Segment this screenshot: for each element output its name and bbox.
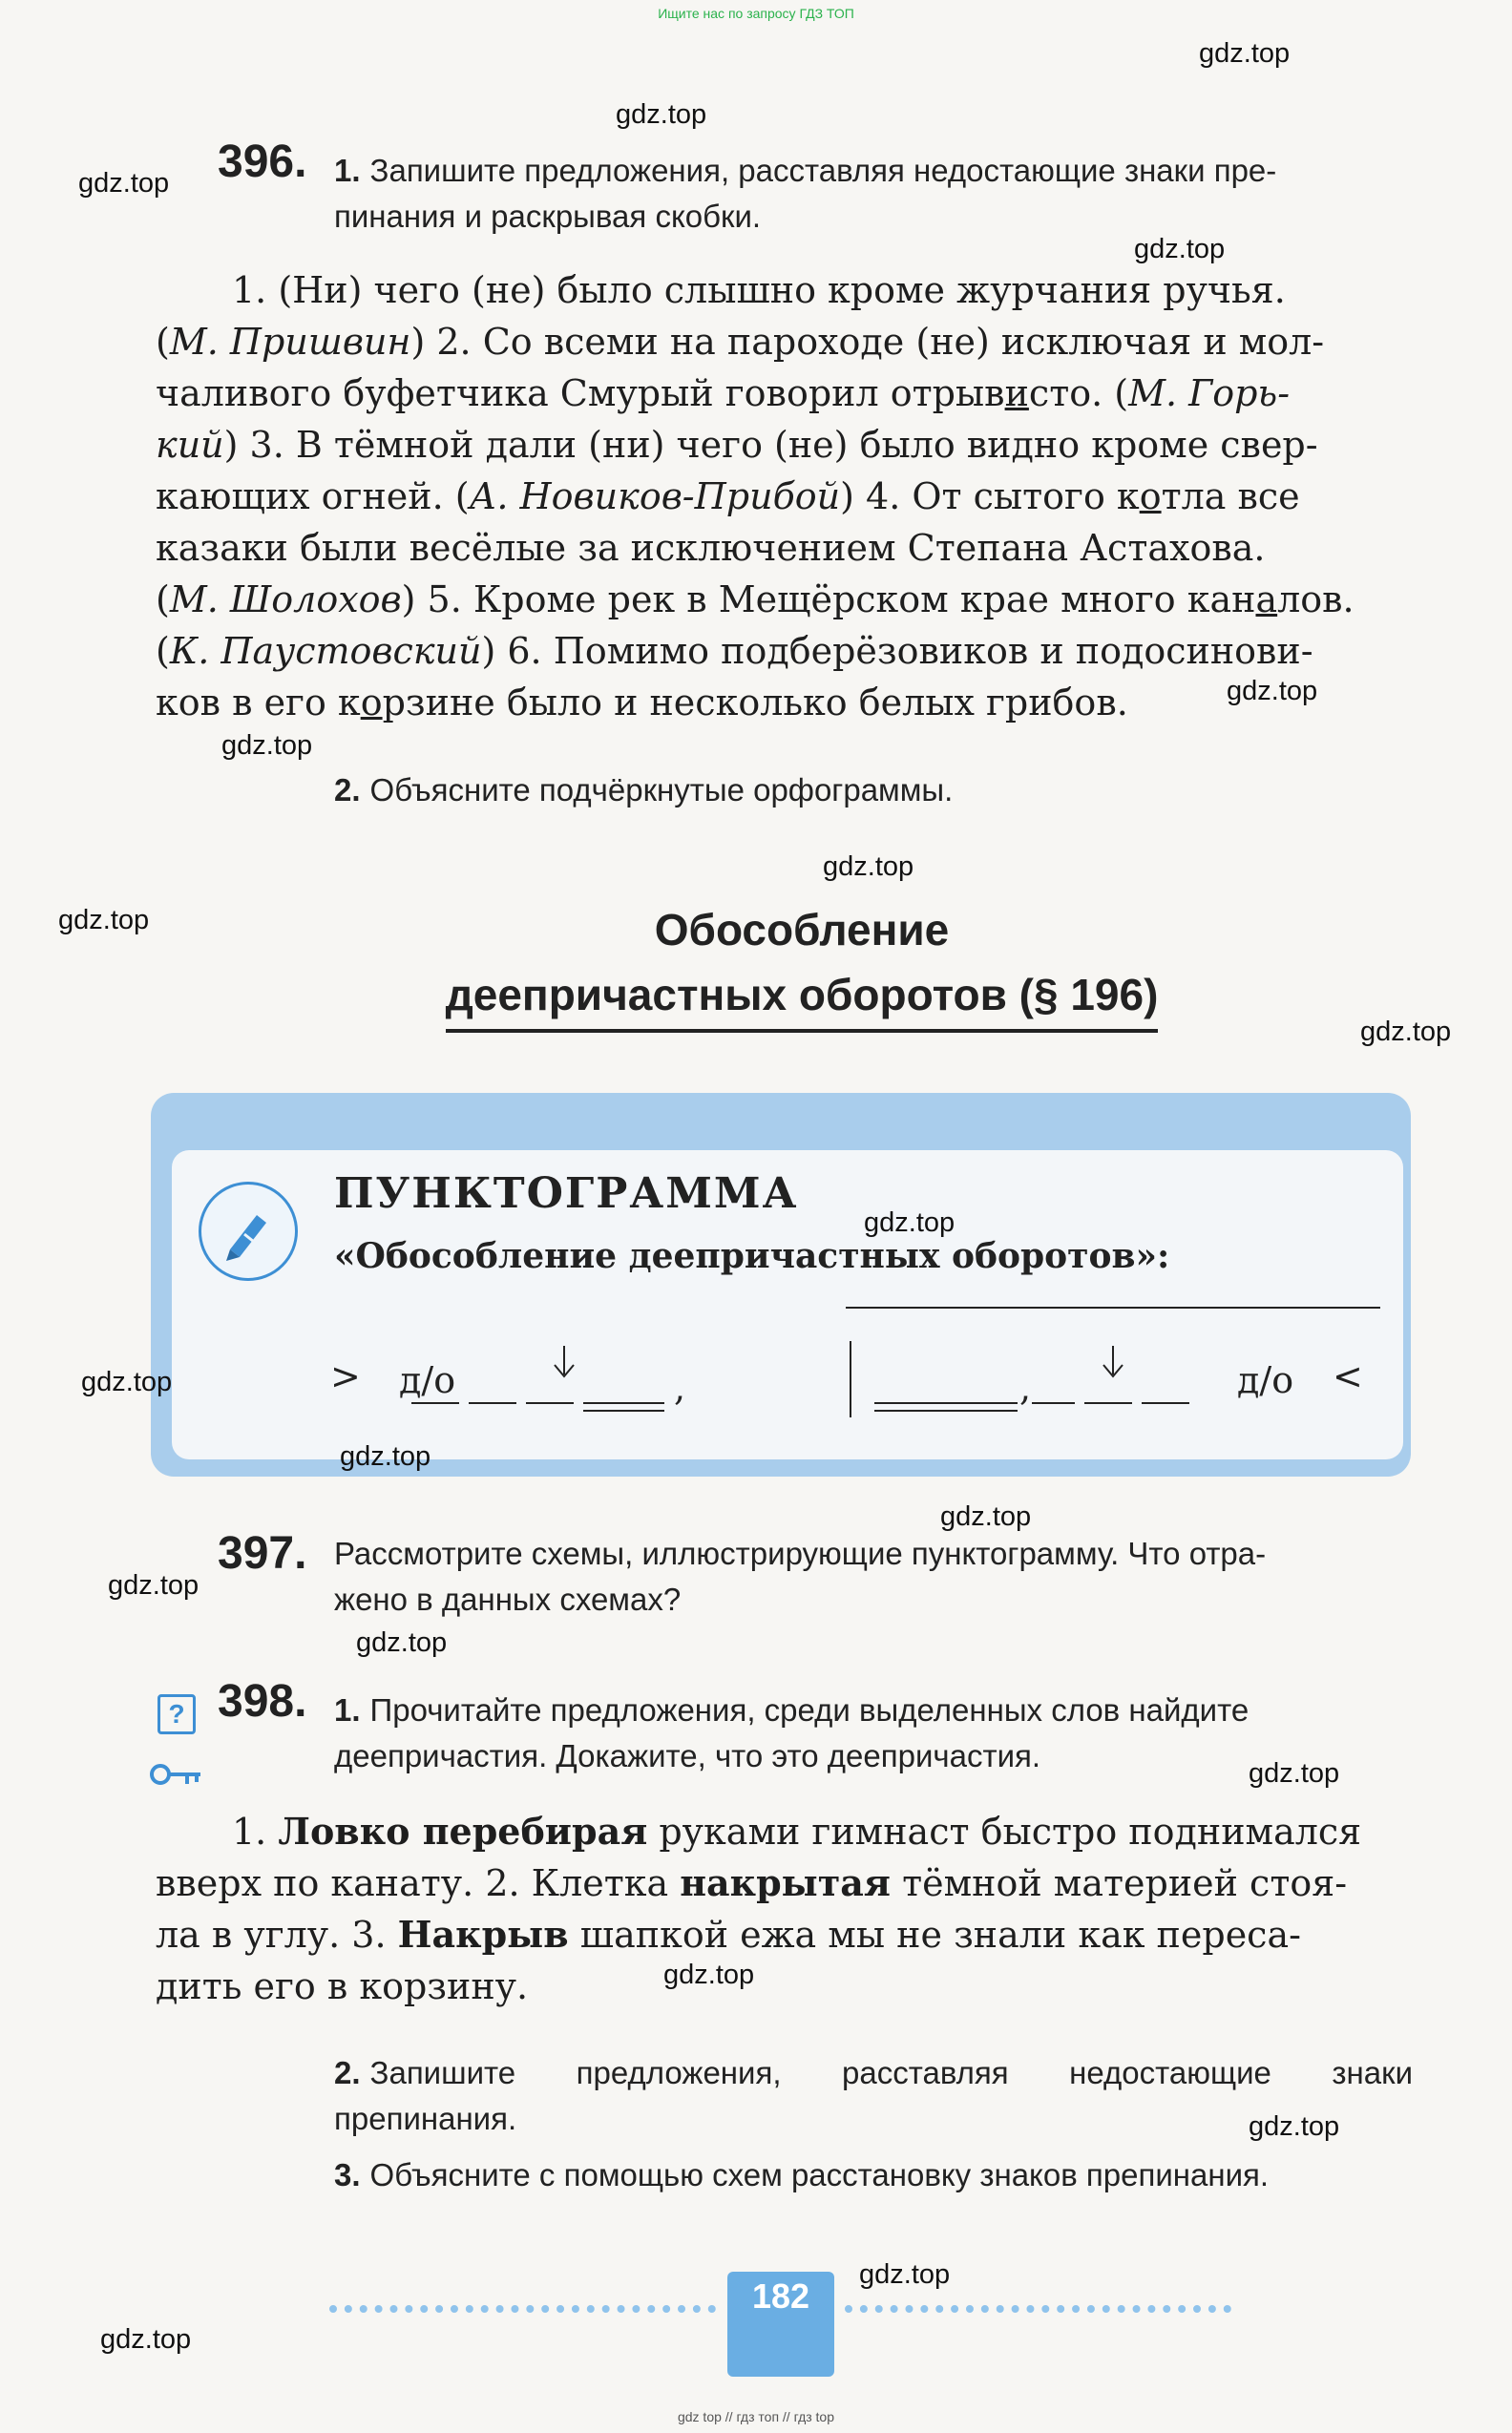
sentence-text: руками гимнаст быстро поднимался (659, 1811, 1362, 1853)
rule-title: ПУНКТОГРАММА (334, 1169, 799, 1218)
task-number: 2. (334, 2055, 361, 2090)
task-text: Запишите предложения, расставляя недостающие знаки (369, 2055, 1413, 2090)
sentence-number: 1. (232, 1811, 267, 1853)
page-number: 182 (751, 2276, 810, 2316)
scheme-left-label: д/о (399, 1359, 456, 1401)
watermark: gdz.top (58, 905, 150, 935)
watermark: gdz.top (1134, 234, 1226, 264)
bottom-banner: gdz top // гдз топ // гдз top (677, 2409, 835, 2424)
watermark: gdz.top (859, 2259, 951, 2290)
task-text: пинания и раскрывая скобки. (334, 199, 762, 234)
sentence-text: дить его в корзину. (156, 1965, 529, 2007)
task-text: Прочитайте предложения, среди выделенных слов найдите (369, 1692, 1250, 1728)
scheme-right-label: д/о (1237, 1359, 1294, 1401)
section-heading (325, 897, 1279, 1033)
scheme-left-mark: > (330, 1355, 361, 1397)
scheme-right-mark: < (1333, 1355, 1363, 1397)
top-banner: Ищите нас по запросу ГДЗ ТОП (658, 6, 854, 21)
watermark: gdz.top (221, 730, 313, 761)
task-text: деепричастия. Докажите, что это деепричастия. (334, 1738, 1041, 1773)
watermark: gdz.top (940, 1501, 1032, 1532)
exercise-398-number: 398. (218, 1676, 307, 1727)
sentence-text: ла в углу. 3. (156, 1914, 387, 1956)
watermark: gdz.top (1199, 38, 1291, 69)
scheme-lines (330, 1298, 1380, 1432)
pen-icon (199, 1182, 298, 1281)
task-number: 1. (334, 1692, 361, 1728)
watermark: gdz.top (616, 99, 707, 130)
highlighted-word: Накрыв (397, 1913, 569, 1956)
task-text: жено в данных схемах? (334, 1582, 682, 1617)
task-number: 1. (334, 153, 361, 188)
sentence-text: вверх по канату. 2. Клетка (156, 1862, 669, 1904)
exercise-396-sentences: 1. (Ни) чего (не) было слышно кроме журчания ручья. (М. Пришвин) 2. Со всеми на пароходе (не) исключая и мол- чаливого буфетчика Смурый говорил отрывисто. (М. Горь- кий) 3. В тёмной дали (ни) чего (не) было видно кроме свер- кающих огней. (А. Новиков-Прибой) 4. От сытого котла все казаки были весёлые за исключением Степана Астахова. (М. Шолохов) 5. Кроме рек в Мещёрском крае много каналов. (К. Паустовский) 6. Помимо подберёзовиков и подосинови- ков в его корзине было и несколько белых грибов. (156, 269, 1354, 724)
watermark: gdz.top (1249, 2111, 1340, 2142)
watermark: gdz.top (1227, 676, 1318, 706)
exercise-398-task3 (334, 2152, 1413, 2198)
sentence-text: шапкой ежа мы не знали как переса- (579, 1914, 1301, 1956)
highlighted-word: накрытая (680, 1861, 892, 1904)
watermark: gdz.top (663, 1960, 755, 1990)
exercise-396-task1 (334, 148, 1413, 240)
punctuation-schemes (330, 1298, 1380, 1432)
exercise-397-number: 397. (218, 1528, 307, 1579)
pen-icon-svg (201, 1185, 295, 1278)
task-number: 2. (334, 772, 361, 808)
watermark: gdz.top (340, 1441, 431, 1472)
task-text: Рассмотрите схемы, иллюстрирующие пунктограмму. Что отра- (334, 1536, 1267, 1571)
watermark: gdz.top (356, 1627, 448, 1658)
question-icon: ? (158, 1694, 196, 1734)
watermark: gdz.top (1360, 1017, 1452, 1047)
footer-dots-right (845, 2305, 1231, 2313)
task-text: Объясните с помощью схем расстановку знаков препинания. (369, 2157, 1270, 2192)
key-icon-svg (149, 1761, 202, 1788)
task-text: Запишите предложения, расставляя недостающие знаки пре- (369, 153, 1277, 188)
key-icon (149, 1761, 202, 1792)
watermark: gdz.top (1249, 1758, 1340, 1789)
sentence-text: тёмной материей стоя- (902, 1862, 1348, 1904)
footer-dots-left (329, 2305, 716, 2313)
highlighted-word: Ловко перебирая (278, 1810, 648, 1853)
exercise-396-task2 (334, 767, 1413, 813)
section-title-line2: деепричастных оборотов (§ 196) (446, 962, 1159, 1033)
scheme-left-comma: , (674, 1367, 686, 1409)
watermark: gdz.top (108, 1570, 200, 1601)
exercise-396-number: 396. (218, 136, 307, 187)
watermark: gdz.top (823, 851, 914, 882)
watermark: gdz.top (81, 1367, 173, 1397)
section-title-line1: Обособление (654, 905, 950, 954)
task-number: 3. (334, 2157, 361, 2192)
exercise-398-sentences (156, 1806, 1416, 2012)
watermark: gdz.top (864, 1207, 956, 1238)
watermark: gdz.top (78, 168, 170, 199)
watermark: gdz.top (100, 2324, 192, 2355)
task-text: препинания. (334, 2101, 517, 2136)
rule-subtitle: «Обособление деепричастных оборотов»: (334, 1236, 1170, 1276)
scheme-right-comma: , (1019, 1367, 1032, 1409)
exercise-397-task (334, 1531, 1413, 1623)
task-text: Объясните подчёркнутые орфограммы. (369, 772, 954, 808)
